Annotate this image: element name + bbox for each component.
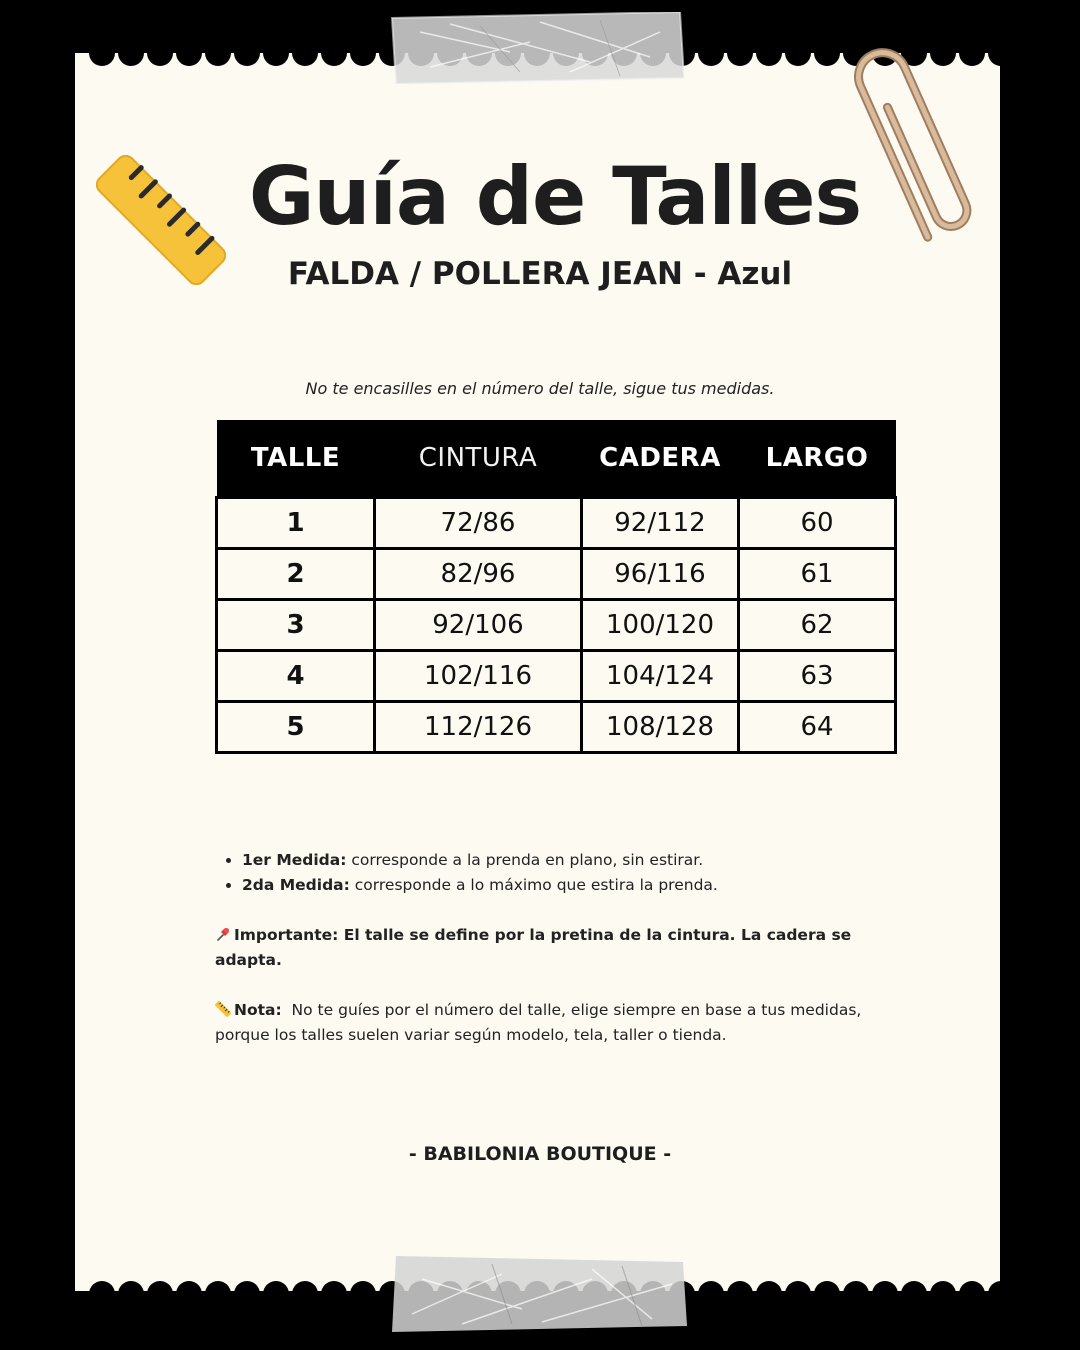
cell-cadera: 92/112 [582, 498, 739, 549]
cell-largo: 62 [739, 600, 896, 651]
notes-section [215, 848, 895, 1048]
table-header-row [217, 420, 896, 498]
cell-largo: 60 [739, 498, 896, 549]
column-header-largo: LARGO [739, 420, 896, 498]
cell-cintura: 102/116 [375, 651, 582, 702]
brand-footer: - BABILONIA BOUTIQUE - [408, 1143, 672, 1165]
nota-note [215, 998, 895, 1048]
bullet-text: corresponde a lo máximo que estira la prenda. [349, 876, 718, 894]
column-header-cintura: CINTURA [375, 420, 582, 498]
list-item [242, 873, 895, 898]
important-note [215, 923, 895, 973]
tagline: No te encasilles en el número del talle, sigue tus medidas. [305, 379, 775, 398]
table-row [217, 702, 896, 753]
list-item [242, 848, 895, 873]
cell-talle: 2 [217, 549, 375, 600]
cell-largo: 61 [739, 549, 896, 600]
bullet-text: corresponde a la prenda en plano, sin estirar. [346, 851, 704, 869]
cell-talle: 4 [217, 651, 375, 702]
table-row [217, 498, 896, 549]
table-row [217, 651, 896, 702]
cell-cintura: 92/106 [375, 600, 582, 651]
cell-largo: 64 [739, 702, 896, 753]
table-row [217, 549, 896, 600]
product-subtitle: FALDA / POLLERA JEAN - Azul [287, 256, 793, 292]
cell-cintura: 112/126 [375, 702, 582, 753]
cell-cadera: 108/128 [582, 702, 739, 753]
table-row [217, 600, 896, 651]
cell-talle: 1 [217, 498, 375, 549]
small-ruler-icon [215, 1001, 231, 1017]
cell-talle: 5 [217, 702, 375, 753]
size-table [215, 420, 897, 754]
cell-cintura: 72/86 [375, 498, 582, 549]
nota-text: No te guíes por el número del talle, elige siempre en base a tus medidas, porque los talles suelen variar según modelo, tela, taller o tienda. [215, 1001, 867, 1044]
column-header-talle: TALLE [217, 420, 375, 498]
measurement-list [215, 848, 895, 898]
cell-cadera: 100/120 [582, 600, 739, 651]
cell-largo: 63 [739, 651, 896, 702]
bullet-term: 2da Medida: [242, 876, 350, 894]
bullet-term: 1er Medida: [242, 851, 347, 869]
important-text: Importante: El talle se define por la pretina de la cintura. La cadera se adapta. [215, 926, 852, 969]
column-header-cadera: CADERA [582, 420, 739, 498]
page-title: Guía de Talles [248, 150, 862, 243]
cell-cadera: 96/116 [582, 549, 739, 600]
tape-top-icon [390, 12, 685, 84]
cell-talle: 3 [217, 600, 375, 651]
tape-bottom-icon [392, 1254, 687, 1332]
cell-cintura: 82/96 [375, 549, 582, 600]
pushpin-icon [215, 926, 231, 942]
cell-cadera: 104/124 [582, 651, 739, 702]
nota-label: Nota: [234, 1001, 282, 1019]
